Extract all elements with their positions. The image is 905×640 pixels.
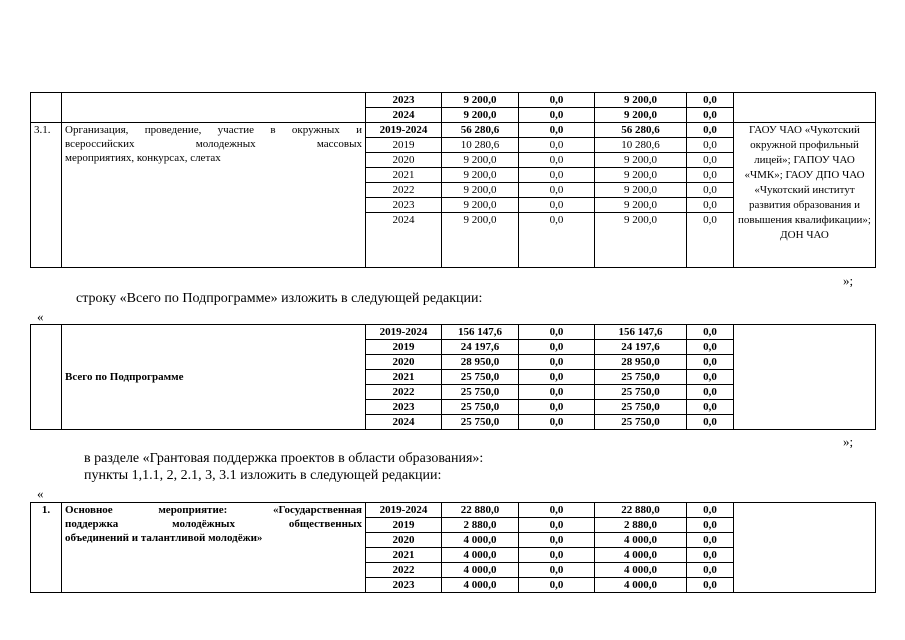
total-cell: 4 000,0 [442, 578, 519, 593]
desc-line: Организация, проведение, участие в окружных и [65, 124, 362, 136]
fund-cell: 10 280,6 [595, 138, 687, 153]
fund-cell: 2 880,0 [595, 518, 687, 533]
total-cell: 156 147,6 [442, 325, 519, 340]
executor-cell [734, 325, 876, 430]
num-cell [31, 325, 62, 430]
total-cell: 25 750,0 [442, 415, 519, 430]
fund-cell: 0,0 [687, 533, 734, 548]
fund-cell: 0,0 [687, 503, 734, 518]
fund-cell: 25 750,0 [595, 370, 687, 385]
fund-cell: 0,0 [519, 370, 595, 385]
close-quote: »; [843, 273, 854, 288]
year-cell: 2020 [366, 533, 442, 548]
fund-cell: 0,0 [519, 340, 595, 355]
instruction-text: в разделе «Грантовая поддержка проектов в области образования»: [84, 451, 484, 466]
close-quote: »; [843, 434, 854, 449]
year-cell: 2022 [366, 183, 442, 198]
total-cell: 9 200,0 [442, 108, 519, 123]
fund-cell: 0,0 [519, 503, 595, 518]
fund-cell: 9 200,0 [595, 93, 687, 108]
fund-cell: 4 000,0 [595, 533, 687, 548]
fund-cell: 0,0 [687, 355, 734, 370]
budget-table-item-1 [30, 502, 876, 593]
year-cell: 2023 [366, 400, 442, 415]
year-cell: 2022 [366, 385, 442, 400]
year-cell: 2019-2024 [366, 325, 442, 340]
executor-cell [734, 503, 876, 593]
budget-table-total [30, 324, 876, 430]
fund-cell: 0,0 [519, 138, 595, 153]
fund-cell: 28 950,0 [595, 355, 687, 370]
year-cell: 2023 [366, 93, 442, 108]
fund-cell: 0,0 [519, 123, 595, 138]
year-cell: 2022 [366, 563, 442, 578]
fund-cell: 0,0 [687, 168, 734, 183]
total-cell: 2 880,0 [442, 518, 519, 533]
fund-cell: 25 750,0 [595, 415, 687, 430]
fund-cell: 0,0 [519, 355, 595, 370]
total-label: Всего по Подпрограмме [62, 325, 366, 430]
year-cell: 2023 [366, 198, 442, 213]
total-cell: 9 200,0 [442, 93, 519, 108]
fund-cell: 4 000,0 [595, 578, 687, 593]
table1-body [31, 93, 876, 268]
item-description [62, 123, 366, 268]
fund-cell: 0,0 [687, 578, 734, 593]
total-cell: 28 950,0 [442, 355, 519, 370]
fund-cell: 0,0 [687, 370, 734, 385]
fund-cell: 0,0 [519, 533, 595, 548]
fund-cell: 156 147,6 [595, 325, 687, 340]
year-cell: 2020 [366, 153, 442, 168]
fund-cell: 0,0 [687, 153, 734, 168]
fund-cell: 0,0 [687, 340, 734, 355]
open-quote: « [37, 486, 44, 501]
executor-cell: ГАОУ ЧАО «Чукотский окружной профильный лицей»; ГАПОУ ЧАО «ЧМК»; ГАОУ ДПО ЧАО «Чукотский институт развития образования и повышения квалификации»; ДОН ЧАО [734, 123, 876, 268]
fund-cell: 9 200,0 [595, 108, 687, 123]
table-row [31, 123, 876, 138]
fund-cell: 0,0 [687, 563, 734, 578]
year-cell: 2024 [366, 415, 442, 430]
year-cell: 2021 [366, 548, 442, 563]
fund-cell: 0,0 [519, 198, 595, 213]
open-quote: « [37, 309, 44, 324]
fund-cell: 0,0 [687, 198, 734, 213]
fund-cell: 0,0 [687, 93, 734, 108]
instruction-text: строку «Всего по Подпрограмме» изложить в следующей редакции: [76, 291, 483, 306]
fund-cell: 9 200,0 [595, 198, 687, 213]
fund-cell: 4 000,0 [595, 563, 687, 578]
year-cell: 2021 [366, 370, 442, 385]
fund-cell: 25 750,0 [595, 400, 687, 415]
fund-cell: 9 200,0 [595, 213, 687, 268]
year-cell: 2019-2024 [366, 123, 442, 138]
total-cell: 9 200,0 [442, 198, 519, 213]
table-row [31, 503, 876, 518]
fund-cell: 0,0 [687, 400, 734, 415]
fund-cell: 0,0 [519, 325, 595, 340]
fund-cell: 0,0 [519, 385, 595, 400]
year-cell: 2019 [366, 138, 442, 153]
total-cell: 10 280,6 [442, 138, 519, 153]
fund-cell: 25 750,0 [595, 385, 687, 400]
fund-cell: 0,0 [519, 400, 595, 415]
fund-cell: 56 280,6 [595, 123, 687, 138]
fund-cell: 9 200,0 [595, 153, 687, 168]
total-cell: 9 200,0 [442, 213, 519, 268]
fund-cell: 0,0 [687, 518, 734, 533]
desc-line: Основное мероприятие: «Государственная [65, 504, 362, 516]
cont-num-cell [31, 93, 62, 123]
fund-cell: 0,0 [687, 138, 734, 153]
fund-cell: 0,0 [687, 108, 734, 123]
total-cell: 9 200,0 [442, 168, 519, 183]
fund-cell: 0,0 [519, 153, 595, 168]
table-row [31, 93, 876, 108]
year-cell: 2021 [366, 168, 442, 183]
year-cell: 2019 [366, 518, 442, 533]
fund-cell: 0,0 [519, 563, 595, 578]
year-cell: 2020 [366, 355, 442, 370]
fund-cell: 4 000,0 [595, 548, 687, 563]
total-cell: 25 750,0 [442, 370, 519, 385]
total-cell: 22 880,0 [442, 503, 519, 518]
cont-desc-cell [62, 93, 366, 123]
table-row [31, 325, 876, 340]
fund-cell: 0,0 [687, 123, 734, 138]
item-number: 3.1. [31, 123, 62, 268]
fund-cell: 0,0 [519, 548, 595, 563]
budget-table-item-3-1 [30, 92, 876, 268]
desc-line: всероссийских молодежных массовых [65, 138, 362, 150]
total-cell: 25 750,0 [442, 400, 519, 415]
fund-cell: 0,0 [687, 548, 734, 563]
fund-cell: 0,0 [519, 108, 595, 123]
fund-cell: 0,0 [687, 325, 734, 340]
total-cell: 25 750,0 [442, 385, 519, 400]
fund-cell: 0,0 [687, 385, 734, 400]
fund-cell: 0,0 [519, 183, 595, 198]
item-number: 1. [31, 503, 62, 593]
total-cell: 9 200,0 [442, 153, 519, 168]
fund-cell: 0,0 [519, 213, 595, 268]
year-cell: 2024 [366, 108, 442, 123]
total-cell: 9 200,0 [442, 183, 519, 198]
total-cell: 24 197,6 [442, 340, 519, 355]
item-description [62, 503, 366, 593]
desc-line: поддержка молодёжных общественных [65, 518, 362, 530]
instruction-text: пункты 1,1.1, 2, 2.1, 3, 3.1 изложить в следующей редакции: [84, 468, 442, 483]
fund-cell: 0,0 [687, 183, 734, 198]
total-cell: 56 280,6 [442, 123, 519, 138]
fund-cell: 0,0 [519, 578, 595, 593]
total-cell: 4 000,0 [442, 563, 519, 578]
fund-cell: 0,0 [687, 213, 734, 268]
fund-cell: 0,0 [519, 93, 595, 108]
desc-line: объединений и талантливой молодёжи» [65, 532, 263, 544]
fund-cell: 24 197,6 [595, 340, 687, 355]
desc-line: мероприятиях, конкурсах, слетах [65, 152, 221, 164]
year-cell: 2024 [366, 213, 442, 268]
total-cell: 4 000,0 [442, 548, 519, 563]
year-cell: 2023 [366, 578, 442, 593]
fund-cell: 0,0 [519, 415, 595, 430]
fund-cell: 9 200,0 [595, 168, 687, 183]
cont-executor-cell [734, 93, 876, 123]
fund-cell: 0,0 [687, 415, 734, 430]
fund-cell: 9 200,0 [595, 183, 687, 198]
fund-cell: 0,0 [519, 168, 595, 183]
total-cell: 4 000,0 [442, 533, 519, 548]
fund-cell: 22 880,0 [595, 503, 687, 518]
year-cell: 2019 [366, 340, 442, 355]
year-cell: 2019-2024 [366, 503, 442, 518]
fund-cell: 0,0 [519, 518, 595, 533]
